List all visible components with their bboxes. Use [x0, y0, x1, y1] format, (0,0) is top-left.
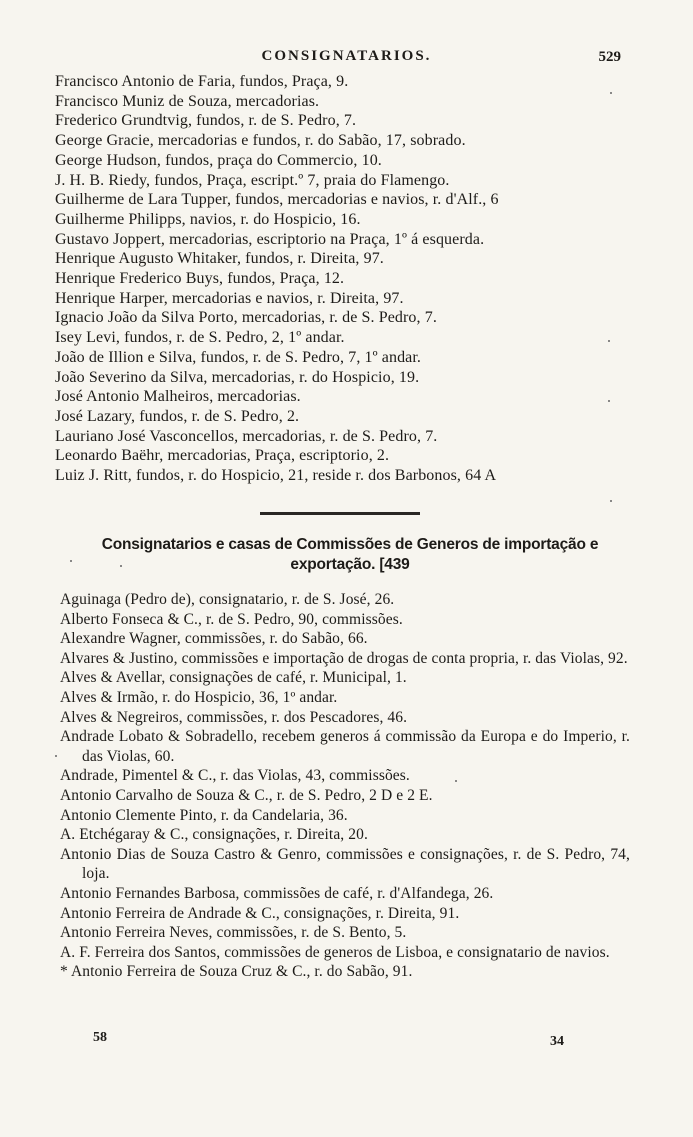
list-item: Andrade Lobato & Sobradello, recebem generos á commissão da Europa e do Imperio, r. das Violas, 60.: [60, 728, 630, 765]
commission-houses-list: [60, 590, 630, 982]
print-speck: [610, 92, 612, 94]
list-item: Alexandre Wagner, commissões, r. do Sabão, 66.: [60, 630, 368, 648]
list-item: Antonio Clemente Pinto, r. da Candelaria, 36.: [60, 806, 348, 824]
list-item: A. Etchégaray & C., consignações, r. Direita, 20.: [60, 826, 368, 844]
list-item: Antonio Ferreira Neves, commissões, r. de S. Bento, 5.: [60, 924, 407, 942]
list-item: João Severino da Silva, mercadorias, r. do Hospicio, 19.: [55, 368, 420, 386]
section-heading: Consignatarios e casas de Commissões de Generos de importação e exportação. [439: [101, 536, 599, 573]
print-speck: [120, 565, 122, 567]
list-item: Antonio Ferreira de Andrade & C., consignações, r. Direita, 91.: [60, 904, 460, 922]
list-item: Henrique Augusto Whitaker, fundos, r. Direita, 97.: [55, 250, 384, 268]
list-item: Francisco Muniz de Souza, mercadorias.: [55, 92, 320, 110]
list-item: Alberto Fonseca & C., r. de S. Pedro, 90, commissões.: [60, 610, 403, 628]
list-item: Henrique Harper, mercadorias e navios, r. Direita, 97.: [55, 289, 404, 307]
list-item: Guilherme Philipps, navios, r. do Hospicio, 16.: [55, 210, 361, 228]
list-item: Lauriano José Vasconcellos, mercadorias, r. de S. Pedro, 7.: [55, 427, 438, 445]
print-speck: [610, 500, 612, 502]
section-divider: [260, 512, 420, 515]
print-speck: [608, 340, 610, 342]
list-item: George Gracie, mercadorias e fundos, r. do Sabão, 17, sobrado.: [55, 132, 466, 150]
page-number: 529: [598, 49, 621, 65]
list-item: Antonio Dias de Souza Castro & Genro, commissões e consignações, r. de S. Pedro, 74, loja.: [60, 845, 630, 883]
list-item: José Antonio Malheiros, mercadorias.: [55, 388, 301, 406]
list-item: Luiz J. Ritt, fundos, r. do Hospicio, 21, reside r. dos Barbonos, 64 A: [55, 467, 497, 485]
list-item: Alvares & Justino, commissões e importação de drogas de conta propria, r. das Violas, 92.: [60, 649, 628, 667]
consignee-list-top: [55, 72, 630, 486]
list-item: João de Illion e Silva, fundos, r. de S. Pedro, 7, 1º andar.: [55, 348, 422, 366]
list-item: José Lazary, fundos, r. de S. Pedro, 2.: [55, 407, 300, 425]
signature-mark: 34: [550, 1034, 564, 1049]
list-item: Gustavo Joppert, mercadorias, escriptorio na Praça, 1º á esquerda.: [55, 230, 485, 248]
list-item: Leonardo Baëhr, mercadorias, Praça, escriptorio, 2.: [55, 447, 390, 465]
list-item: * Antonio Ferreira de Souza Cruz & C., r. do Sabão, 91.: [60, 963, 413, 981]
list-item: Antonio Carvalho de Souza & C., r. de S. Pedro, 2 D e 2 E.: [60, 786, 433, 804]
list-item: Guilherme de Lara Tupper, fundos, mercadorias e navios, r. d'Alf., 6: [55, 191, 499, 209]
list-item: A. F. Ferreira dos Santos, commissões de generos de Lisboa, e consignatario de navios.: [60, 943, 610, 961]
list-item: Ignacio João da Silva Porto, mercadorias, r. de S. Pedro, 7.: [55, 309, 437, 327]
list-item: J. H. B. Riedy, fundos, Praça, escript.º 7, praia do Flamengo.: [55, 171, 450, 189]
list-item: Isey Levi, fundos, r. de S. Pedro, 2, 1º andar.: [55, 329, 345, 347]
list-item: Francisco Antonio de Faria, fundos, Praça, 9.: [55, 73, 349, 90]
list-item: Henrique Frederico Buys, fundos, Praça, 12.: [55, 270, 345, 288]
list-item: Frederico Grundtvig, fundos, r. de S. Pedro, 7.: [55, 112, 357, 130]
list-item: Antonio Fernandes Barbosa, commissões de café, r. d'Alfandega, 26.: [60, 884, 494, 902]
print-speck: [455, 780, 457, 782]
print-speck: [608, 400, 610, 402]
list-item: Alves & Negreiros, commissões, r. dos Pescadores, 46.: [60, 708, 408, 726]
list-item: Andrade, Pimentel & C., r. das Violas, 43, commissões.: [60, 767, 410, 785]
list-item: Aguinaga (Pedro de), consignatario, r. de S. José, 26.: [60, 591, 395, 608]
list-item: Alves & Avellar, consignações de café, r. Municipal, 1.: [60, 669, 407, 687]
print-speck: [70, 560, 72, 562]
print-speck: [55, 755, 57, 757]
list-item: George Hudson, fundos, praça do Commercio, 10.: [55, 151, 382, 169]
running-head: CONSIGNATARIOS.: [261, 48, 432, 64]
list-item: Alves & Irmão, r. do Hospicio, 36, 1º andar.: [60, 688, 338, 706]
signature-mark: 58: [93, 1030, 107, 1045]
